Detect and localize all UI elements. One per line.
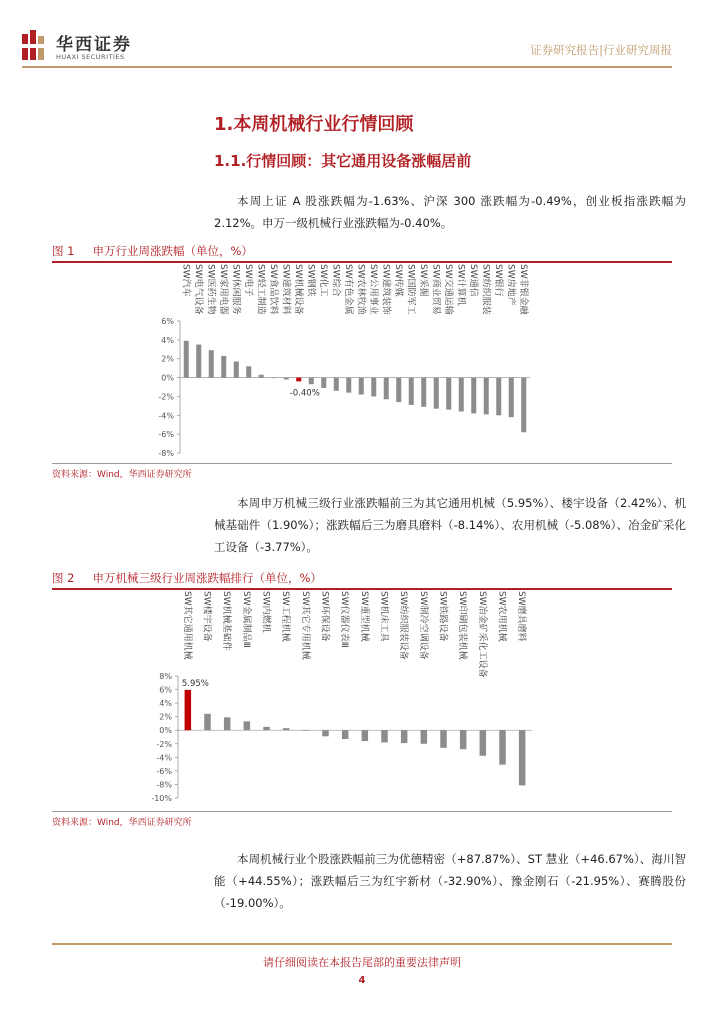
- bar-SW纺织服装设备: [401, 730, 407, 743]
- category-label: SW农林牧渔: [355, 264, 366, 315]
- category-label: SW纺织服装设备: [398, 591, 409, 660]
- bar-SW综合: [334, 378, 339, 391]
- bar-SW其它专用机械: [303, 730, 309, 731]
- category-label: SW磨具磨料: [516, 591, 527, 642]
- footer-divider: [52, 943, 672, 945]
- bar-SW铁路设备: [440, 730, 446, 748]
- category-label: SW机械基础件: [221, 591, 232, 651]
- bar-SW纺织服装: [484, 378, 489, 415]
- subsection-heading: 1.1.行情回顾：其它通用设备涨幅居前: [214, 152, 472, 170]
- category-label: SW交通运输: [442, 264, 453, 315]
- category-label: SW印刷包装机械: [457, 591, 468, 660]
- bar-SW公用事业: [371, 378, 376, 397]
- bar-SW传媒: [396, 378, 401, 403]
- category-label: SW机床工具: [378, 591, 389, 642]
- bar-SW重型机械: [362, 730, 368, 741]
- category-label: SW通信: [467, 264, 478, 297]
- bar-SW农用机械: [499, 730, 505, 764]
- bar-SW通信: [471, 378, 476, 414]
- bar-SW钢铁: [309, 378, 314, 385]
- bar-SW轻工制造: [259, 375, 264, 378]
- category-label: SW纺织服装: [480, 264, 491, 315]
- category-label: SW电气设备: [192, 264, 203, 315]
- bar-SW国防军工: [409, 378, 414, 405]
- category-label: SW采掘: [417, 264, 428, 297]
- category-label: SW建筑装饰: [380, 264, 391, 315]
- category-label: SW房地产: [505, 264, 516, 306]
- section-heading: 1.本周机械行业行情回顾: [214, 114, 414, 135]
- bar-SW休闲服务: [234, 362, 239, 378]
- bar-SW非银金融: [521, 378, 526, 433]
- bar-SW化工: [321, 378, 326, 388]
- category-label: SW工程机械: [280, 591, 291, 642]
- data-label-highlight: -0.40%: [289, 388, 320, 399]
- category-label: SW休闲服务: [230, 264, 241, 315]
- huaxi-logo-icon: [22, 30, 48, 62]
- bar-SW建筑材料: [284, 378, 289, 380]
- y-tick-label: 6%: [159, 685, 172, 695]
- figure1-title-text: 申万行业周涨跌幅（单位，%）: [92, 244, 253, 258]
- y-tick-label: 2%: [159, 712, 172, 722]
- bar-SW交通运输: [446, 378, 451, 410]
- figure1-source: 资料来源：Wind，华西证券研究所: [52, 470, 192, 480]
- category-label: SW家用电器: [217, 264, 228, 315]
- category-label: SW仪器仪表Ⅲ: [339, 591, 350, 648]
- bar-SW农林牧渔: [359, 378, 364, 395]
- category-label: SW环保设备: [319, 591, 330, 642]
- figure1-bottom-rule: [52, 463, 672, 464]
- figure2-title-text: 申万机械三级行业周涨跌幅排行（单位，%）: [92, 571, 322, 585]
- figure1-bar-chart: [52, 262, 672, 462]
- y-tick-label: -6%: [158, 430, 174, 440]
- bar-SW机床工具: [381, 730, 387, 742]
- report-type-title: 证券研究报告|行业研究周报: [530, 43, 672, 57]
- bar-SW磨具磨料: [519, 730, 525, 785]
- category-label: SW医药生物: [205, 264, 216, 315]
- bar-SW环保设备: [322, 730, 328, 736]
- bar-SW金属制品Ⅲ: [244, 721, 250, 730]
- paragraph-stock-summary: 本周机械行业个股涨跌幅前三为优德精密（+87.87%）、ST 慧业（+46.67%）、海川智能（+44.55%）；涨跌幅后三为红宇新材（-32.90%）、豫金刚石（-21.95%）、赛腾股份（-19.00%）。: [214, 852, 686, 910]
- data-label-highlight: 5.95%: [181, 678, 209, 689]
- y-tick-label: -2%: [156, 739, 172, 749]
- category-label: SW综合: [330, 264, 341, 297]
- bar-SW房地产: [509, 378, 514, 418]
- category-label: SW商业贸易: [430, 264, 441, 315]
- page-number: 4: [358, 975, 366, 986]
- y-tick-label: -2%: [158, 392, 174, 402]
- category-label: SW传媒: [392, 264, 403, 297]
- y-tick-label: 0%: [161, 373, 174, 383]
- bar-SW建筑装饰: [384, 378, 389, 400]
- category-label: SW轻工制造: [255, 264, 266, 315]
- category-label: SW建筑材料: [280, 264, 291, 315]
- bar-SW工程机械: [283, 728, 289, 730]
- bar-SW冶金矿采化工设备: [480, 730, 486, 756]
- y-tick-label: 2%: [161, 354, 174, 364]
- category-label: SW汽车: [180, 264, 191, 297]
- y-tick-label: 4%: [159, 699, 172, 709]
- footer-disclaimer: 请仔细阅读在本报告尾部的重要法律声明: [263, 956, 461, 969]
- bar-SW其它通用机械: [185, 690, 191, 730]
- bar-SW汽车: [184, 341, 189, 378]
- figure2-title: [52, 570, 322, 586]
- bar-SW食品饮料: [271, 378, 276, 379]
- figure2-source: 资料来源：Wind，华西证券研究所: [52, 818, 192, 828]
- y-tick-label: 0%: [159, 726, 172, 736]
- y-tick-label: -10%: [151, 794, 172, 803]
- bar-SW商业贸易: [434, 378, 439, 409]
- y-tick-label: 8%: [159, 672, 172, 681]
- bar-SW楼宇设备: [204, 714, 210, 730]
- figure1-label: 图 1: [52, 244, 75, 258]
- category-label: SW重型机械: [358, 591, 369, 642]
- category-label: SW银行: [492, 264, 503, 297]
- category-label: SW化工: [317, 264, 328, 297]
- category-label: SW电子: [242, 264, 253, 297]
- logo-text-cn: 华西证券: [56, 35, 132, 55]
- category-label: SW公用事业: [367, 264, 378, 315]
- category-label: SW内燃机: [260, 591, 271, 633]
- bar-SW机械设备: [296, 378, 301, 382]
- category-label: SW农用机械: [496, 591, 507, 642]
- category-label: SW金属制品Ⅲ: [240, 591, 251, 648]
- bar-SW采掘: [421, 378, 426, 407]
- y-tick-label: 6%: [161, 317, 174, 326]
- category-label: SW非银金融: [517, 264, 528, 315]
- y-tick-label: -8%: [158, 449, 174, 458]
- bar-SW有色金属: [346, 378, 351, 393]
- logo-text-en: HUAXI SECURITIES: [56, 53, 125, 61]
- bar-SW制冷空调设备: [421, 730, 427, 744]
- bar-SW银行: [496, 378, 501, 416]
- category-label: SW机械设备: [292, 264, 303, 315]
- category-label: SW国防军工: [405, 264, 416, 315]
- figure2-bar-chart: [52, 589, 672, 809]
- paragraph-subindustry-summary: 本周申万机械三级行业涨跌幅前三为其它通用机械（5.95%）、楼宇设备（2.42%）、机械基础件（1.90%）；涨跌幅后三为磨具磨料（-8.14%）、农用机械（-5.08%）、冶金矿采化工设备（-3.77%）。: [214, 496, 686, 554]
- y-tick-label: -6%: [156, 766, 172, 776]
- figure2-bottom-rule: [52, 811, 672, 812]
- category-label: SW铁路设备: [437, 591, 448, 642]
- bar-SW印刷包装机械: [460, 730, 466, 749]
- category-label: SW钢铁: [305, 264, 316, 297]
- category-label: SW制冷空调设备: [417, 591, 428, 660]
- y-tick-label: 4%: [161, 335, 174, 345]
- category-label: SW有色金属: [342, 264, 353, 315]
- bar-SW内燃机: [263, 727, 269, 730]
- category-label: SW楼宇设备: [201, 591, 212, 642]
- bar-SW电子: [246, 366, 251, 377]
- bar-SW机械基础件: [224, 717, 230, 730]
- paragraph-market-summary: 本周上证 A 股涨跌幅为-1.63%、沪深 300 涨跌幅为-0.49%，创业板指涨跌幅为 2.12%。申万一级机械行业涨跌幅为-0.40%。: [214, 194, 686, 230]
- bar-SW仪器仪表Ⅲ: [342, 730, 348, 739]
- bar-SW家用电器: [221, 356, 226, 378]
- y-tick-label: -8%: [156, 780, 172, 790]
- category-label: SW计算机: [455, 264, 466, 306]
- category-label: SW其它通用机械: [181, 591, 192, 660]
- bar-SW电气设备: [196, 345, 201, 378]
- category-label: SW食品饮料: [267, 264, 278, 315]
- category-label: SW冶金矿采化工设备: [476, 591, 487, 678]
- y-tick-label: -4%: [158, 411, 174, 421]
- category-label: SW其它专用机械: [299, 591, 310, 660]
- header-divider: [22, 66, 672, 68]
- figure1-title: [52, 243, 253, 259]
- y-tick-label: -4%: [156, 753, 172, 763]
- figure2-label: 图 2: [52, 571, 75, 585]
- bar-SW计算机: [459, 378, 464, 412]
- bar-SW医药生物: [209, 350, 214, 377]
